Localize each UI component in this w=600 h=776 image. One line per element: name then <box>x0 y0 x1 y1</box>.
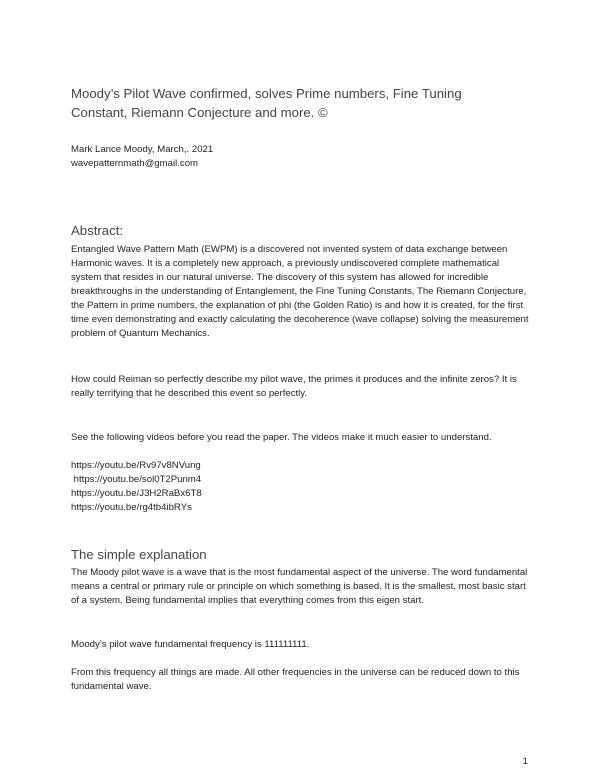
author-email: wavepatternmath@gmail.com <box>71 158 199 169</box>
video-link[interactable]: https://youtu.be/J3H2RaBx6T8 <box>71 488 202 499</box>
videos-intro: See the following videos before you read the paper. The videos make it much easier to understand. <box>71 432 492 443</box>
video-link[interactable]: https://youtu.be/Rv97v8NVung <box>71 460 201 471</box>
video-links-list <box>71 459 202 515</box>
video-link[interactable]: https://youtu.be/sol0T2Punm4 <box>71 474 202 485</box>
abstract-paragraph-2: How could Reiman so perfectly describe my pilot wave, the primes it produces and the infinite zeros? It is really terrifying that he described this event so perfectly. <box>71 374 517 399</box>
simple-explanation-heading: The simple explanation <box>71 547 207 562</box>
simple-paragraph-2: Moody’s pilot wave fundamental frequency is 111111111. <box>71 639 310 650</box>
page-number: 1 <box>522 756 528 767</box>
abstract-paragraph-1: Entangled Wave Pattern Math (EWPM) is a discovered not invented system of data exchange between Harmonic waves. It is a completely new approach, a previously undiscovered complete mathematical system that resides in our natural universe. The discovery of this system has allowed for incredible breakthroughs in the understanding of Entanglement, the Fine Tuning Constants, The Riemann Conjecture, the Pattern in prime numbers, the explanation of phi (the Golden Ratio) is and how it is created, for the first time even demonstrating and exactly calculating the decoherence (wave collapse) solving the measurement problem of Quantum Mechanics. <box>71 244 529 339</box>
author-block <box>71 143 213 171</box>
paper-title: Moody’s Pilot Wave confirmed, solves Prime numbers, Fine Tuning Constant, Riemann Conjecture and more. © <box>71 86 462 120</box>
abstract-heading: Abstract: <box>71 223 124 238</box>
simple-paragraph-3: From this frequency all things are made. All other frequencies in the universe can be reduced down to this fundamental wave. <box>71 667 520 692</box>
video-link[interactable]: https://youtu.be/rg4tb4ibRYs <box>71 502 192 513</box>
author-line: Mark Lance Moody, March,. 2021 <box>71 144 214 155</box>
simple-paragraph-1: The Moody pilot wave is a wave that is the most fundamental aspect of the universe. The word fundamental means a central or primary rule or principle on which something is based. It is the smallest, most basic start of a system. Being fundamental implies that everything comes from this eigen start. <box>71 567 528 606</box>
